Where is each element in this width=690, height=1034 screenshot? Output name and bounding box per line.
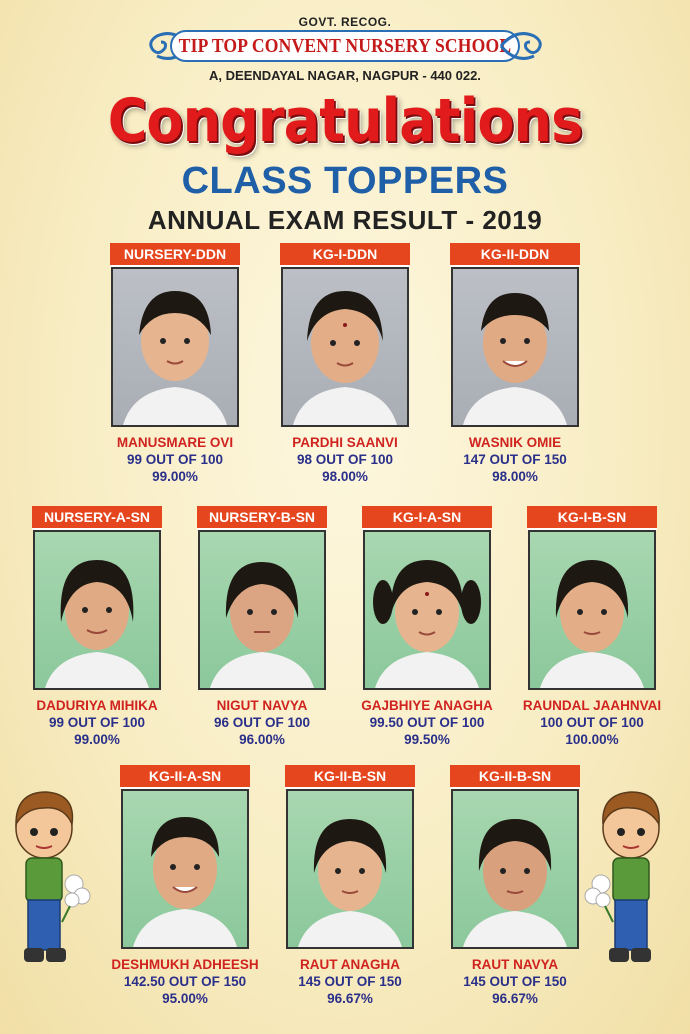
student-photo bbox=[33, 530, 161, 690]
student-name: NIGUT NAVYA bbox=[216, 698, 308, 713]
student-percentage: 98.00% bbox=[492, 469, 538, 484]
student-photo bbox=[363, 530, 491, 690]
student-marks: 145 OUT OF 150 bbox=[463, 974, 567, 989]
student-photo bbox=[121, 789, 249, 949]
topper-card bbox=[187, 506, 337, 747]
student-marks: 98 OUT OF 100 bbox=[296, 452, 394, 467]
exam-result-heading: ANNUAL EXAM RESULT - 2019 bbox=[147, 205, 543, 235]
student-photo bbox=[111, 267, 239, 427]
student-marks: 100 OUT OF 100 bbox=[540, 715, 644, 730]
student-photo bbox=[198, 530, 326, 690]
header bbox=[0, 0, 690, 90]
student-percentage: 99.50% bbox=[404, 732, 450, 747]
swirl-ornament-right bbox=[496, 26, 546, 66]
student-name: RAUNDAL JAAHNVAI bbox=[522, 698, 662, 713]
student-photo bbox=[281, 267, 409, 427]
class-tag: KG-II-DDN bbox=[450, 243, 580, 267]
student-percentage: 95.00% bbox=[162, 991, 208, 1006]
student-name: PARDHI SAANVI bbox=[292, 435, 398, 450]
class-tag: NURSERY-B-SN bbox=[197, 506, 327, 530]
student-marks: 99 OUT OF 100 bbox=[48, 715, 146, 730]
class-tag: KG-II-A-SN bbox=[120, 765, 250, 789]
topper-card bbox=[270, 243, 420, 484]
class-tag: KG-I-B-SN bbox=[527, 506, 657, 530]
topper-card bbox=[22, 506, 172, 747]
topper-card bbox=[440, 243, 590, 484]
student-percentage: 100.00% bbox=[565, 732, 619, 747]
congratulations-title: Congratulations bbox=[107, 86, 583, 156]
topper-card bbox=[275, 765, 425, 1006]
student-marks: 142.50 OUT OF 150 bbox=[123, 974, 247, 989]
topper-card bbox=[352, 506, 502, 747]
topper-card bbox=[110, 765, 260, 1006]
class-tag: KG-II-B-SN bbox=[285, 765, 415, 789]
student-name: DADURIYA MIHIKA bbox=[36, 698, 158, 713]
student-name: GAJBHIYE ANAGHA bbox=[361, 698, 493, 713]
student-name: MANUSMARE OVI bbox=[116, 435, 234, 450]
student-photo bbox=[286, 789, 414, 949]
cartoon-boy-left bbox=[10, 788, 92, 988]
class-tag: KG-I-A-SN bbox=[362, 506, 492, 530]
student-percentage: 98.00% bbox=[322, 469, 368, 484]
school-address: A, DEENDAYAL NAGAR, NAGPUR - 440 022. bbox=[209, 68, 481, 83]
cartoon-boy-right bbox=[583, 788, 665, 988]
student-marks: 99.50 OUT OF 100 bbox=[369, 715, 485, 730]
student-percentage: 99.00% bbox=[74, 732, 120, 747]
student-name: RAUT ANAGHA bbox=[300, 957, 400, 972]
student-marks: 147 OUT OF 150 bbox=[463, 452, 567, 467]
student-percentage: 99.00% bbox=[152, 469, 198, 484]
class-tag: NURSERY-DDN bbox=[110, 243, 240, 267]
student-percentage: 96.67% bbox=[492, 991, 538, 1006]
student-percentage: 96.67% bbox=[327, 991, 373, 1006]
school-name: TIP TOP CONVENT NURSERY SCHOOL bbox=[178, 34, 512, 57]
topper-card bbox=[440, 765, 590, 1006]
student-percentage: 96.00% bbox=[239, 732, 285, 747]
student-photo bbox=[451, 267, 579, 427]
school-banner bbox=[170, 30, 520, 62]
class-tag: KG-I-DDN bbox=[280, 243, 410, 267]
student-marks: 145 OUT OF 150 bbox=[298, 974, 402, 989]
topper-card bbox=[517, 506, 667, 747]
student-name: RAUT NAVYA bbox=[471, 957, 559, 972]
student-name: DESHMUKH ADHEESH bbox=[111, 957, 259, 972]
student-photo bbox=[528, 530, 656, 690]
class-toppers-heading: CLASS TOPPERS bbox=[181, 160, 509, 202]
class-tag: KG-II-B-SN bbox=[450, 765, 580, 789]
student-marks: 99 OUT OF 100 bbox=[126, 452, 224, 467]
student-name: WASNIK OMIE bbox=[468, 435, 562, 450]
student-marks: 96 OUT OF 100 bbox=[213, 715, 311, 730]
govt-recognition: GOVT. RECOG. bbox=[298, 15, 392, 29]
class-tag: NURSERY-A-SN bbox=[32, 506, 162, 530]
topper-card bbox=[100, 243, 250, 484]
student-photo bbox=[451, 789, 579, 949]
